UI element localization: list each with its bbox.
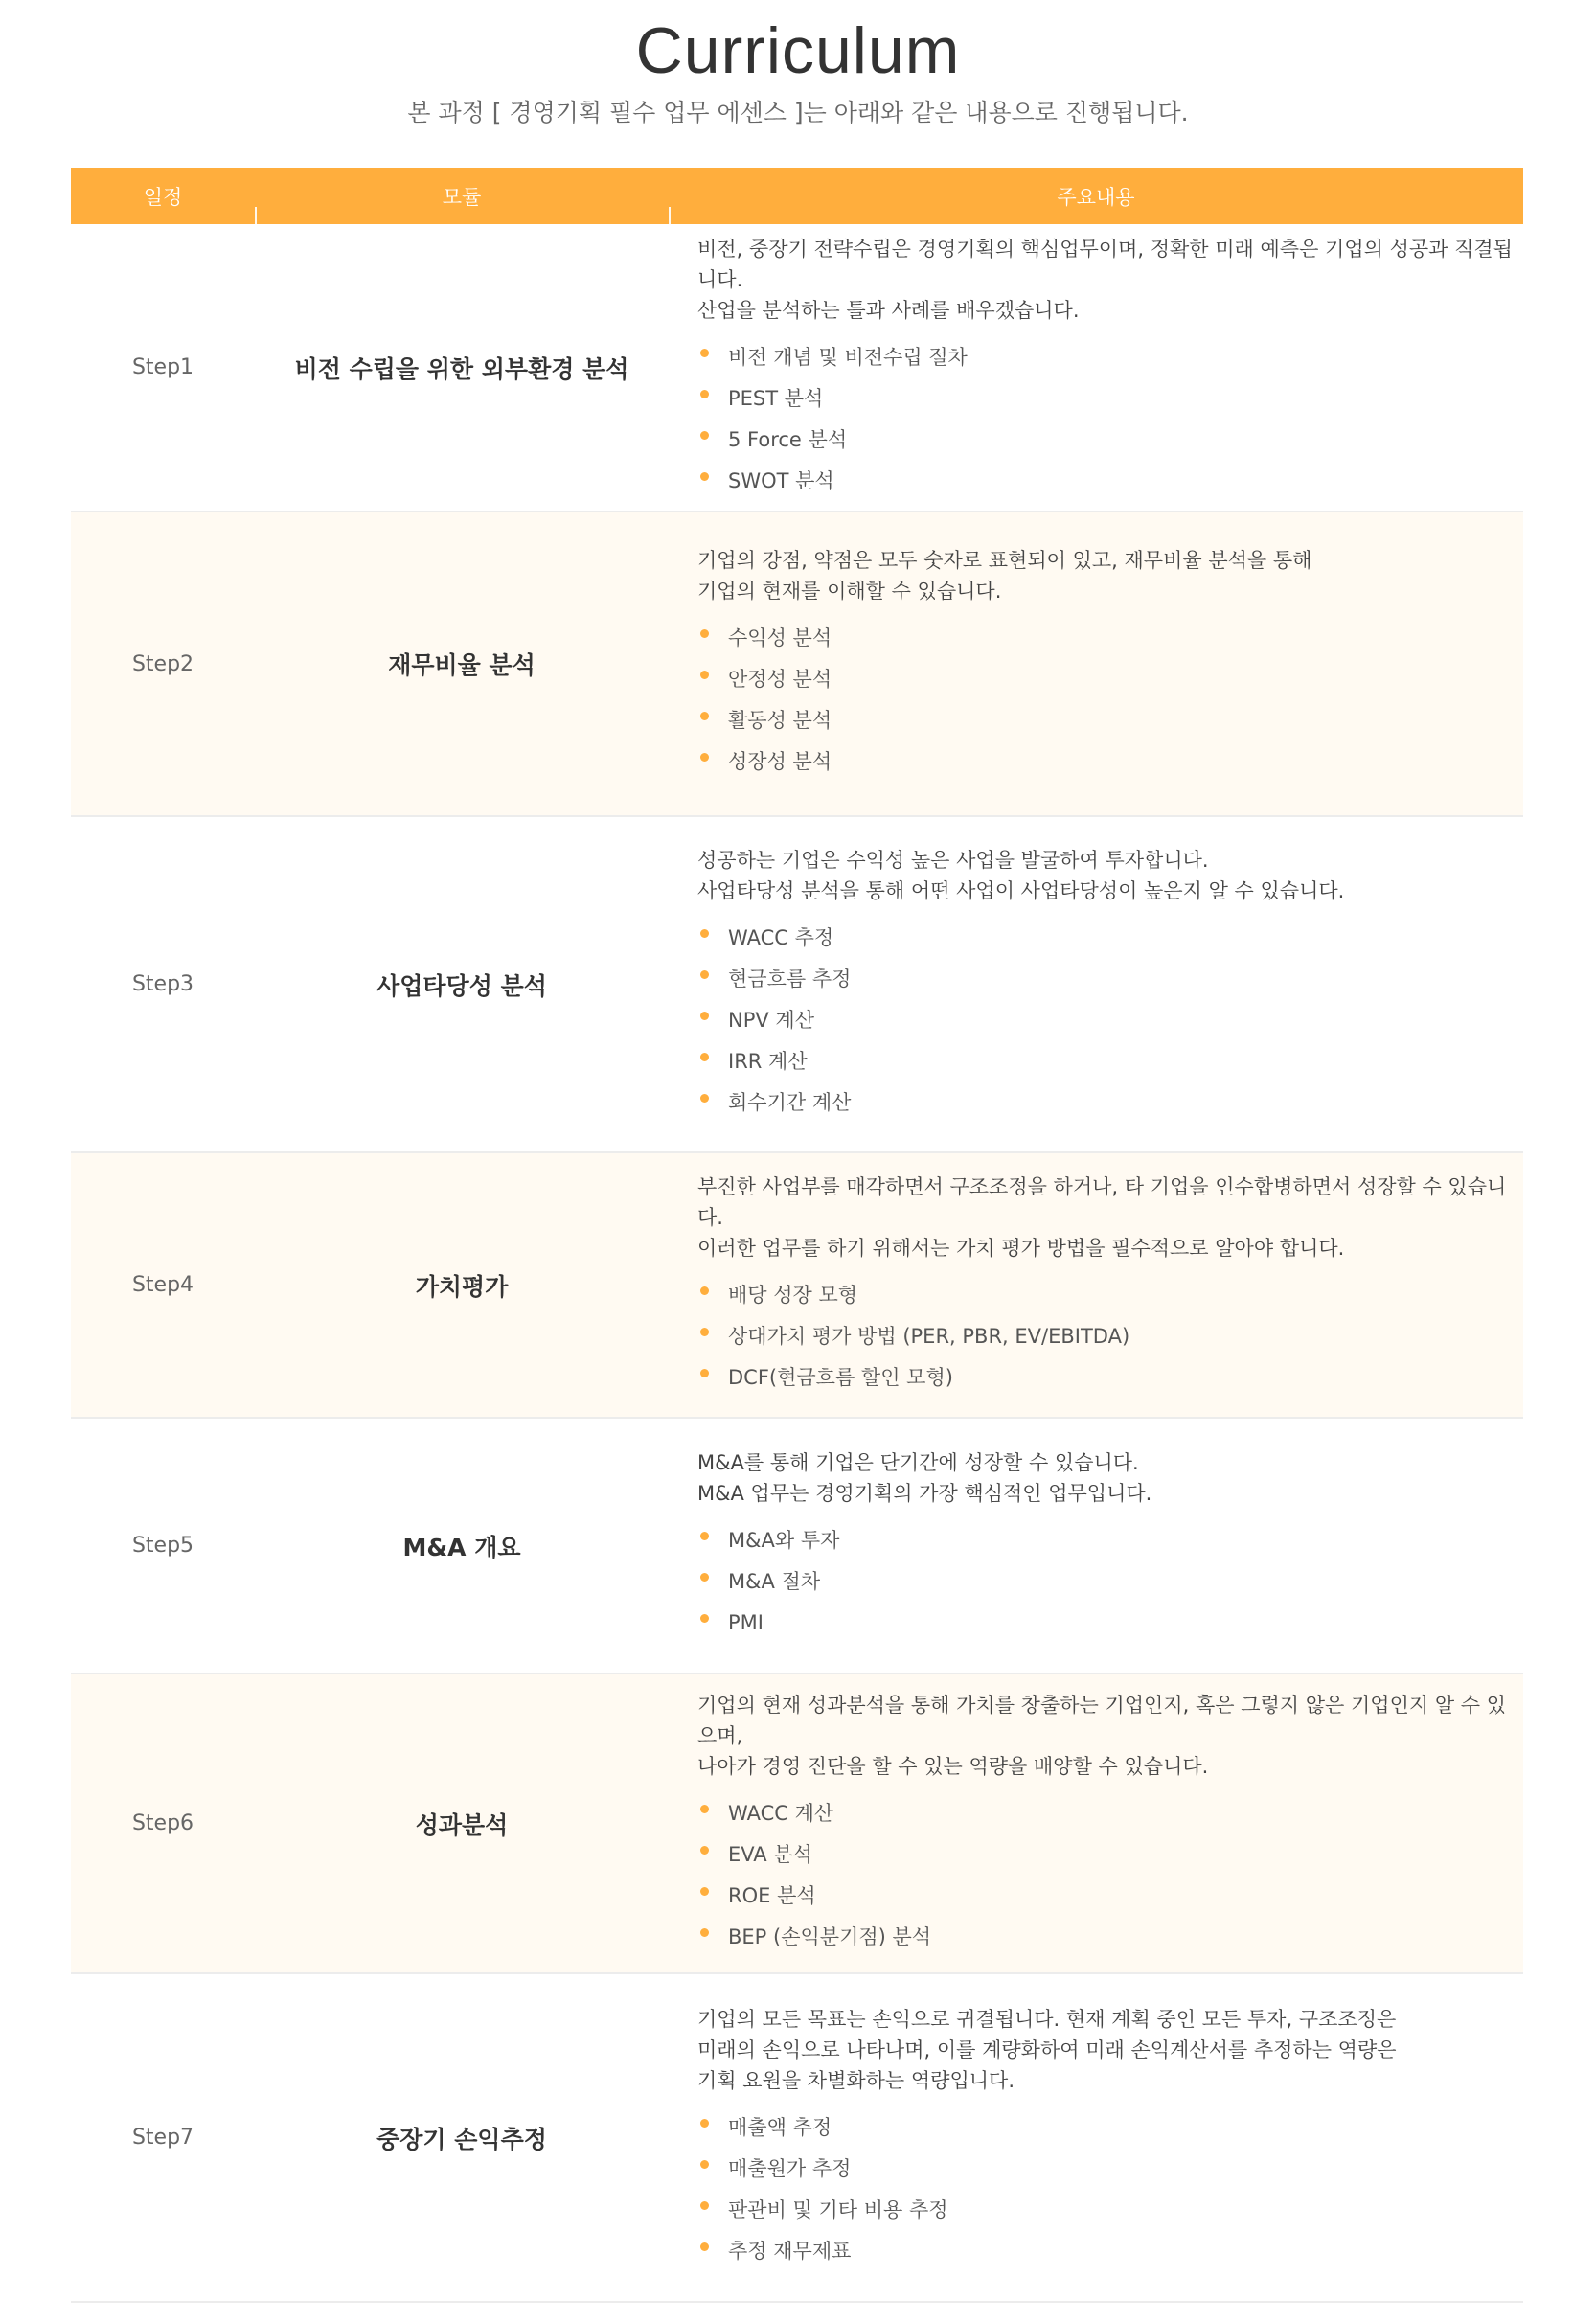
description-line: 비전, 중장기 전략수립은 경영기획의 핵심업무이며, 정확한 미래 예측은 기업의 성공과 직결됩니다. xyxy=(697,237,1513,291)
topic-item xyxy=(697,420,1523,461)
bullet-dot-icon xyxy=(700,2242,709,2251)
description-line: 기업의 강점, 약점은 모두 숫자로 표현되어 있고, 재무비율 분석을 통해 xyxy=(697,549,1312,572)
content-block xyxy=(697,1690,1523,1958)
content-block xyxy=(697,1447,1151,1644)
table-row xyxy=(71,1674,1523,1974)
bullet-dot-icon xyxy=(700,970,709,979)
topic-label: 매출액 추정 xyxy=(728,2115,832,2139)
topic-item xyxy=(697,1041,1344,1082)
column-header-label: 주요내용 xyxy=(1057,185,1135,209)
content-cell xyxy=(669,224,1523,511)
content-cell xyxy=(669,512,1523,815)
topic-item xyxy=(697,1834,1523,1876)
description-line: 기업의 모든 목표는 손익으로 귀결됩니다. 현재 계획 중인 모든 투자, 구조조정은 xyxy=(697,2007,1397,2031)
bullet-dot-icon xyxy=(700,1805,709,1813)
topic-item xyxy=(697,1000,1344,1041)
topic-item xyxy=(697,461,1523,502)
table-body xyxy=(71,224,1523,2303)
content-cell xyxy=(669,817,1523,1151)
topic-item xyxy=(697,700,1311,741)
topic-label: WACC 추정 xyxy=(728,926,834,949)
content-block xyxy=(697,1172,1523,1399)
step-label: Step2 xyxy=(131,651,194,676)
table-row xyxy=(71,512,1523,817)
topic-list xyxy=(697,618,1311,783)
table-row xyxy=(71,1153,1523,1419)
bullet-dot-icon xyxy=(700,1053,709,1061)
topic-label: M&A와 투자 xyxy=(728,1529,840,1552)
page-header xyxy=(0,0,1596,153)
topic-item xyxy=(697,1316,1523,1357)
topic-label: M&A 절차 xyxy=(728,1570,821,1593)
topic-label: PEST 분석 xyxy=(728,386,824,410)
table-row xyxy=(71,817,1523,1153)
topic-label: 판관비 및 기타 비용 추정 xyxy=(728,2197,948,2221)
description-line: 나아가 경영 진단을 할 수 있는 역량을 배양할 수 있습니다. xyxy=(697,1754,1209,1778)
topic-label: 수익성 분석 xyxy=(728,626,832,649)
module-name: 중장기 손익추정 xyxy=(376,2125,547,2153)
bullet-dot-icon xyxy=(700,390,709,398)
topic-label: 배당 성장 모형 xyxy=(728,1284,858,1307)
header-divider xyxy=(255,207,257,224)
topic-item xyxy=(697,1603,1151,1644)
bullet-dot-icon xyxy=(700,1573,709,1582)
bullet-dot-icon xyxy=(700,671,709,679)
table-row xyxy=(71,1419,1523,1674)
step-label: Step1 xyxy=(131,355,194,379)
topic-item xyxy=(697,2149,1397,2190)
bullet-dot-icon xyxy=(700,929,709,938)
module-name: 재무비율 분석 xyxy=(388,651,536,679)
topic-item xyxy=(697,1561,1151,1603)
bullet-dot-icon xyxy=(700,1846,709,1855)
content-cell xyxy=(669,1674,1523,1972)
bullet-dot-icon xyxy=(700,1328,709,1336)
bullet-dot-icon xyxy=(700,629,709,638)
topic-label: SWOT 분석 xyxy=(728,468,834,492)
description-line: 이러한 업무를 하기 위해서는 가치 평가 방법을 필수적으로 알아야 합니다. xyxy=(697,1237,1345,1260)
bullet-dot-icon xyxy=(700,712,709,720)
topic-item xyxy=(697,1082,1344,1124)
bullet-dot-icon xyxy=(700,2160,709,2169)
description-line: 기획 요원을 차별화하는 역량입니다. xyxy=(697,2068,1015,2092)
table-row xyxy=(71,224,1523,512)
topic-label: NPV 계산 xyxy=(728,1009,814,1032)
topic-item xyxy=(697,659,1311,700)
description-line: 사업타당성 분석을 통해 어떤 사업이 사업타당성이 높은지 알 수 있습니다. xyxy=(697,879,1345,902)
content-block xyxy=(697,234,1523,502)
step-label: Step3 xyxy=(131,972,194,996)
bullet-dot-icon xyxy=(700,431,709,440)
topic-item xyxy=(697,1357,1523,1399)
description-line: 기업의 현재 성과분석을 통해 가치를 창출하는 기업인지, 혹은 그렇지 않은 기업인지 알 수 있으며, xyxy=(697,1693,1507,1747)
topic-list xyxy=(697,337,1523,502)
header-divider xyxy=(669,207,671,224)
table-header xyxy=(71,168,1523,224)
module-name: 비전 수립을 위한 외부환경 분석 xyxy=(294,354,629,383)
description-line: M&A 업무는 경영기획의 가장 핵심적인 업무입니다. xyxy=(697,1482,1152,1505)
topic-label: 상대가치 평가 방법 (PER, PBR, EV/EBITDA) xyxy=(728,1325,1130,1348)
content-cell xyxy=(669,1153,1523,1417)
topic-label: 활동성 분석 xyxy=(728,709,832,732)
description-line: 성공하는 기업은 수익성 높은 사업을 발굴하여 투자합니다. xyxy=(697,849,1209,872)
topic-label: 안정성 분석 xyxy=(728,668,832,691)
topic-item xyxy=(697,378,1523,420)
topic-label: 추정 재무제표 xyxy=(728,2239,852,2263)
bullet-dot-icon xyxy=(700,1369,709,1377)
topic-label: 5 Force 분석 xyxy=(728,427,848,451)
topic-item xyxy=(697,959,1344,1000)
topic-label: DCF(현금흐름 할인 모형) xyxy=(728,1366,953,1389)
topic-item xyxy=(697,1876,1523,1917)
description-line: 부진한 사업부를 매각하면서 구조조정을 하거나, 타 기업을 인수합병하면서 성장할 수 있습니다. xyxy=(697,1175,1507,1229)
content-block xyxy=(697,2004,1397,2272)
column-header-content xyxy=(669,168,1523,224)
bullet-dot-icon xyxy=(700,1286,709,1295)
bullet-dot-icon xyxy=(700,1887,709,1896)
topic-item xyxy=(697,1793,1523,1834)
bullet-dot-icon xyxy=(700,753,709,762)
column-header-schedule xyxy=(71,168,255,224)
module-name: M&A 개요 xyxy=(402,1533,521,1561)
topic-label: 성장성 분석 xyxy=(728,750,832,773)
content-cell xyxy=(669,1419,1523,1673)
bullet-dot-icon xyxy=(700,1012,709,1020)
description-line: 산업을 분석하는 틀과 사례를 배우겠습니다. xyxy=(697,298,1080,322)
bullet-dot-icon xyxy=(700,2119,709,2128)
module-name: 사업타당성 분석 xyxy=(376,971,547,1000)
curriculum-table xyxy=(71,168,1523,2303)
page-title: Curriculum xyxy=(635,14,961,87)
topic-item xyxy=(697,1275,1523,1316)
table-row xyxy=(71,1974,1523,2303)
page-subtitle: 본 과정 [ 경영기획 필수 업무 에센스 ]는 아래와 같은 내용으로 진행됩니다. xyxy=(407,99,1189,126)
topic-item xyxy=(697,337,1523,378)
content-block xyxy=(697,845,1344,1124)
topic-item xyxy=(697,2190,1397,2231)
topic-list xyxy=(697,918,1344,1124)
bullet-dot-icon xyxy=(700,1094,709,1103)
topic-list xyxy=(697,1520,1151,1644)
step-label: Step7 xyxy=(131,2126,194,2150)
topic-label: WACC 계산 xyxy=(728,1801,834,1825)
topic-label: 회수기간 계산 xyxy=(728,1091,852,1114)
topic-label: 비전 개념 및 비전수립 절차 xyxy=(728,345,968,369)
content-block xyxy=(697,545,1311,783)
bullet-dot-icon xyxy=(700,2201,709,2210)
topic-item xyxy=(697,1917,1523,1958)
column-header-label: 일정 xyxy=(143,185,183,209)
topic-list xyxy=(697,1275,1523,1399)
topic-item xyxy=(697,1520,1151,1561)
bullet-dot-icon xyxy=(700,1614,709,1623)
step-label: Step6 xyxy=(131,1811,194,1835)
topic-item xyxy=(697,618,1311,659)
step-label: Step5 xyxy=(131,1534,194,1558)
bullet-dot-icon xyxy=(700,472,709,481)
topic-label: ROE 분석 xyxy=(728,1883,816,1907)
topic-label: 매출원가 추정 xyxy=(728,2156,852,2180)
topic-item xyxy=(697,741,1311,783)
topic-list xyxy=(697,1793,1523,1958)
topic-list xyxy=(697,2107,1397,2272)
bullet-dot-icon xyxy=(700,1928,709,1937)
step-label: Step4 xyxy=(131,1273,194,1297)
topic-label: EVA 분석 xyxy=(728,1842,812,1866)
topic-label: PMI xyxy=(728,1611,764,1634)
topic-item xyxy=(697,2231,1397,2272)
topic-item xyxy=(697,2107,1397,2149)
topic-label: IRR 계산 xyxy=(728,1050,808,1073)
topic-item xyxy=(697,918,1344,959)
bullet-dot-icon xyxy=(700,349,709,357)
description-line: 미래의 손익으로 나타나며, 이를 계량화하여 미래 손익계산서를 추정하는 역량은 xyxy=(697,2037,1397,2061)
description-line: 기업의 현재를 이해할 수 있습니다. xyxy=(697,580,1002,603)
column-header-label: 모듈 xyxy=(442,185,482,209)
module-name: 가치평가 xyxy=(415,1272,509,1301)
content-cell xyxy=(669,1974,1523,2301)
topic-label: BEP (손익분기점) 분석 xyxy=(728,1924,932,1948)
description-line: M&A를 통해 기업은 단기간에 성장할 수 있습니다. xyxy=(697,1451,1139,1474)
topic-label: 현금흐름 추정 xyxy=(728,968,852,990)
module-name: 성과분석 xyxy=(415,1810,509,1839)
column-header-module xyxy=(255,168,669,224)
bullet-dot-icon xyxy=(700,1532,709,1540)
